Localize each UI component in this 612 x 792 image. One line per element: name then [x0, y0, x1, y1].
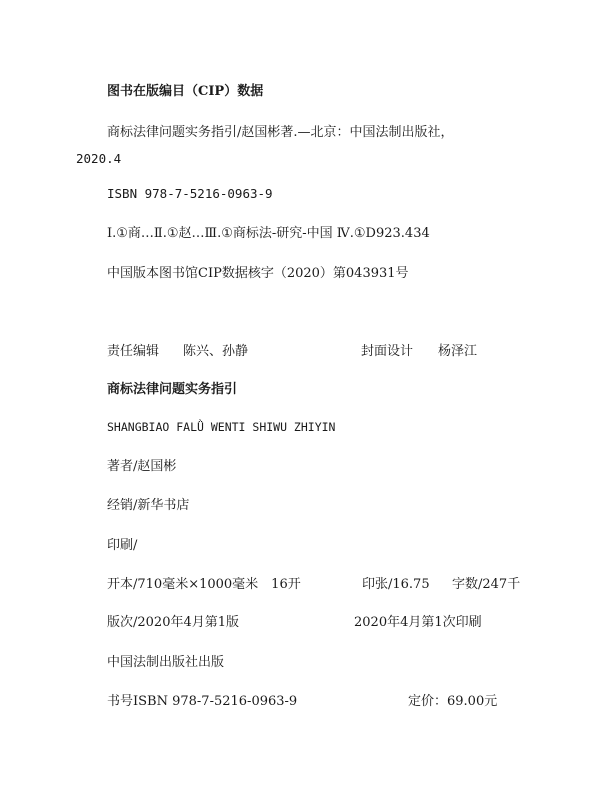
- author-line: 著者/赵国彬: [107, 459, 177, 474]
- publisher-line: 中国法制出版社出版: [107, 655, 225, 670]
- editor-label: 责任编辑: [107, 344, 160, 359]
- distributor-line: 经销/新华书店: [107, 498, 190, 513]
- editor-name: 陈兴、孙静: [183, 344, 249, 359]
- pinyin-title: SHANGBIAO FALǛ WENTI SHIWU ZHIYIN: [107, 420, 336, 434]
- price-line: 定价：69.00元: [408, 694, 498, 709]
- format-line: 开本/710毫米×1000毫米 16开: [107, 577, 301, 592]
- cip-entry-line1: 商标法律问题实务指引/赵国彬著.—北京：中国法制出版社，: [107, 125, 454, 140]
- word-count-line: 字数/247千: [452, 577, 521, 592]
- cover-design-label: 封面设计: [361, 344, 414, 359]
- printer-line: 印刷/: [107, 538, 138, 553]
- cip-record-number: 中国版本图书馆CIP数据核字（2020）第043931号: [107, 266, 409, 281]
- cover-design-name: 杨泽江: [438, 344, 478, 359]
- printing-line: 2020年4月第1次印刷: [354, 615, 482, 630]
- cip-entry-line2: 2020.4: [76, 151, 122, 166]
- cip-isbn: ISBN 978-7-5216-0963-9: [107, 186, 273, 201]
- book-number-line: 书号ISBN 978-7-5216-0963-9: [107, 694, 298, 709]
- book-title: 商标法律问题实务指引: [107, 382, 238, 397]
- cip-heading: 图书在版编目（CIP）数据: [107, 84, 264, 99]
- edition-line: 版次/2020年4月第1版: [107, 615, 240, 630]
- sheets-line: 印张/16.75: [362, 577, 430, 592]
- cip-classification: Ⅰ.①商…Ⅱ.①赵…Ⅲ.①商标法-研究-中国 Ⅳ.①D923.434: [107, 226, 430, 241]
